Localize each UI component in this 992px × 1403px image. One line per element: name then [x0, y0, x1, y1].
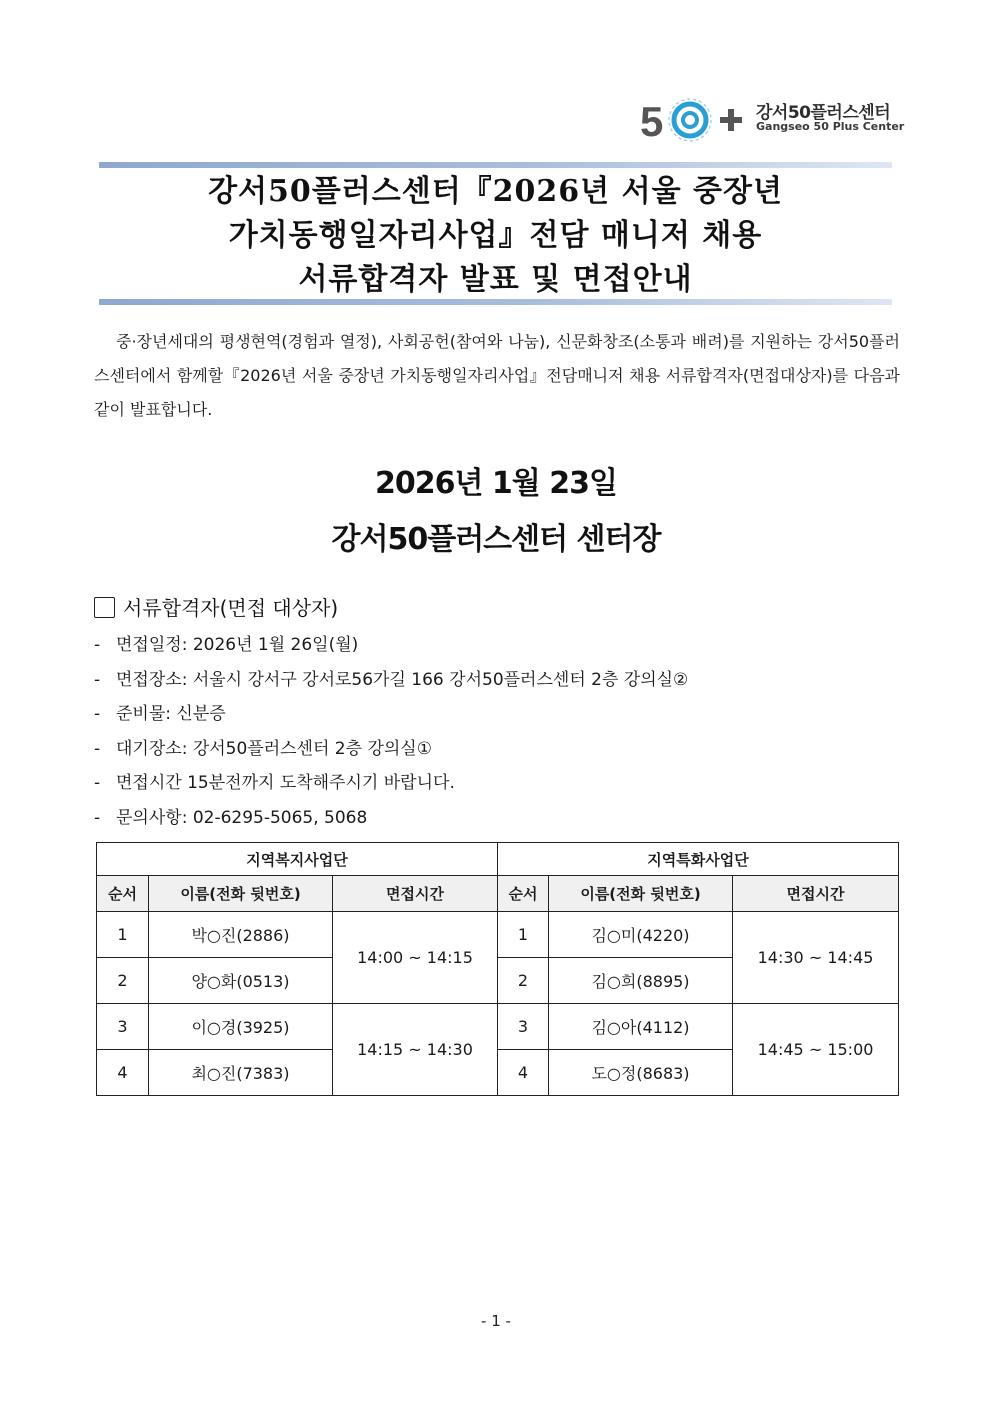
name-cell: 김○아(4112)	[549, 1004, 733, 1050]
name-cell: 김○미(4220)	[549, 912, 733, 958]
intro-text: 중·장년세대의 평생현역(경험과 열정), 사회공헌(참여와 나눔), 신문화창조(소통과 배려)를 지원하는 강서50플러스센터에서 함께할『2026년 서울 중장년 가치동행일자리사업』전담매니저 채용 서류합격자(면접대상자)를 다음과 같이 발표합니다.	[94, 332, 900, 419]
group-header-special: 지역특화사업단	[498, 843, 899, 876]
name-cell: 최○진(7383)	[149, 1050, 333, 1096]
page-number: - 1 -	[481, 1312, 511, 1330]
title-line-3: 서류합격자 발표 및 면접안내	[298, 262, 693, 297]
section-heading	[94, 592, 338, 621]
order-cell: 1	[498, 912, 549, 958]
column-header-time: 면접시간	[333, 876, 498, 912]
order-cell: 4	[97, 1050, 149, 1096]
name-cell: 이○경(3925)	[149, 1004, 333, 1050]
detail-item-contact: - 문의사항: 02-6295-5065, 5068	[94, 807, 368, 828]
document-title	[99, 170, 892, 302]
group-header-welfare: 지역복지사업단	[97, 843, 498, 876]
title-line-2: 가치동행일자리사업』전담 매니저 채용	[228, 218, 763, 253]
time-cell: 14:45 ~ 15:00	[733, 1004, 899, 1096]
detail-item-documents: - 준비물: 신분증	[94, 704, 226, 724]
table-group-row	[97, 843, 899, 876]
time-cell: 14:30 ~ 14:45	[733, 912, 899, 1004]
checkbox-icon	[94, 597, 115, 618]
detail-item-schedule: - 면접일정: 2026년 1월 26일(월)	[94, 635, 359, 655]
column-header-name: 이름(전화 뒷번호)	[149, 876, 333, 912]
logo-name-en: Gangseo 50 Plus Center	[756, 120, 905, 133]
time-cell: 14:15 ~ 14:30	[333, 1004, 498, 1096]
order-cell: 3	[498, 1004, 549, 1050]
column-header-time: 면접시간	[733, 876, 899, 912]
table-header-row	[97, 876, 899, 912]
svg-text:5: 5	[640, 98, 664, 144]
logo-name-ko: 강서50플러스센터	[756, 103, 891, 123]
section-heading-text: 서류합격자(면접 대상자)	[123, 596, 339, 620]
column-header-order: 순서	[498, 876, 549, 912]
issuer-name: 강서50플러스센터 센터장	[331, 522, 661, 557]
table-row	[97, 1004, 899, 1050]
intro-paragraph	[94, 325, 900, 427]
announcement-date: 2026년 1월 23일	[375, 466, 617, 501]
name-cell: 양○화(0513)	[149, 958, 333, 1004]
fifty-plus-logo-icon	[640, 96, 748, 144]
name-cell: 박○진(2886)	[149, 912, 333, 958]
order-cell: 4	[498, 1050, 549, 1096]
name-cell: 도○정(8683)	[549, 1050, 733, 1096]
name-cell: 김○희(8895)	[549, 958, 733, 1004]
title-bottom-bar	[99, 299, 892, 305]
title-top-bar	[99, 162, 892, 168]
column-header-order: 순서	[97, 876, 149, 912]
interview-schedule-table	[96, 842, 899, 1096]
detail-item-location: - 면접장소: 서울시 강서구 강서로56가길 166 강서50플러스센터 2층 강의실②	[94, 669, 689, 690]
center-logo	[640, 96, 905, 144]
time-cell: 14:00 ~ 14:15	[333, 912, 498, 1004]
table-row	[97, 912, 899, 958]
detail-item-waiting-room: - 대기장소: 강서50플러스센터 2층 강의실①	[94, 738, 432, 759]
order-cell: 2	[97, 958, 149, 1004]
order-cell: 3	[97, 1004, 149, 1050]
title-line-1: 강서50플러스센터『2026년 서울 중장년	[208, 174, 783, 209]
column-header-name: 이름(전화 뒷번호)	[549, 876, 733, 912]
order-cell: 2	[498, 958, 549, 1004]
interview-details-list	[94, 628, 688, 835]
order-cell: 1	[97, 912, 149, 958]
detail-item-arrival-note: - 면접시간 15분전까지 도착해주시기 바랍니다.	[94, 773, 455, 793]
